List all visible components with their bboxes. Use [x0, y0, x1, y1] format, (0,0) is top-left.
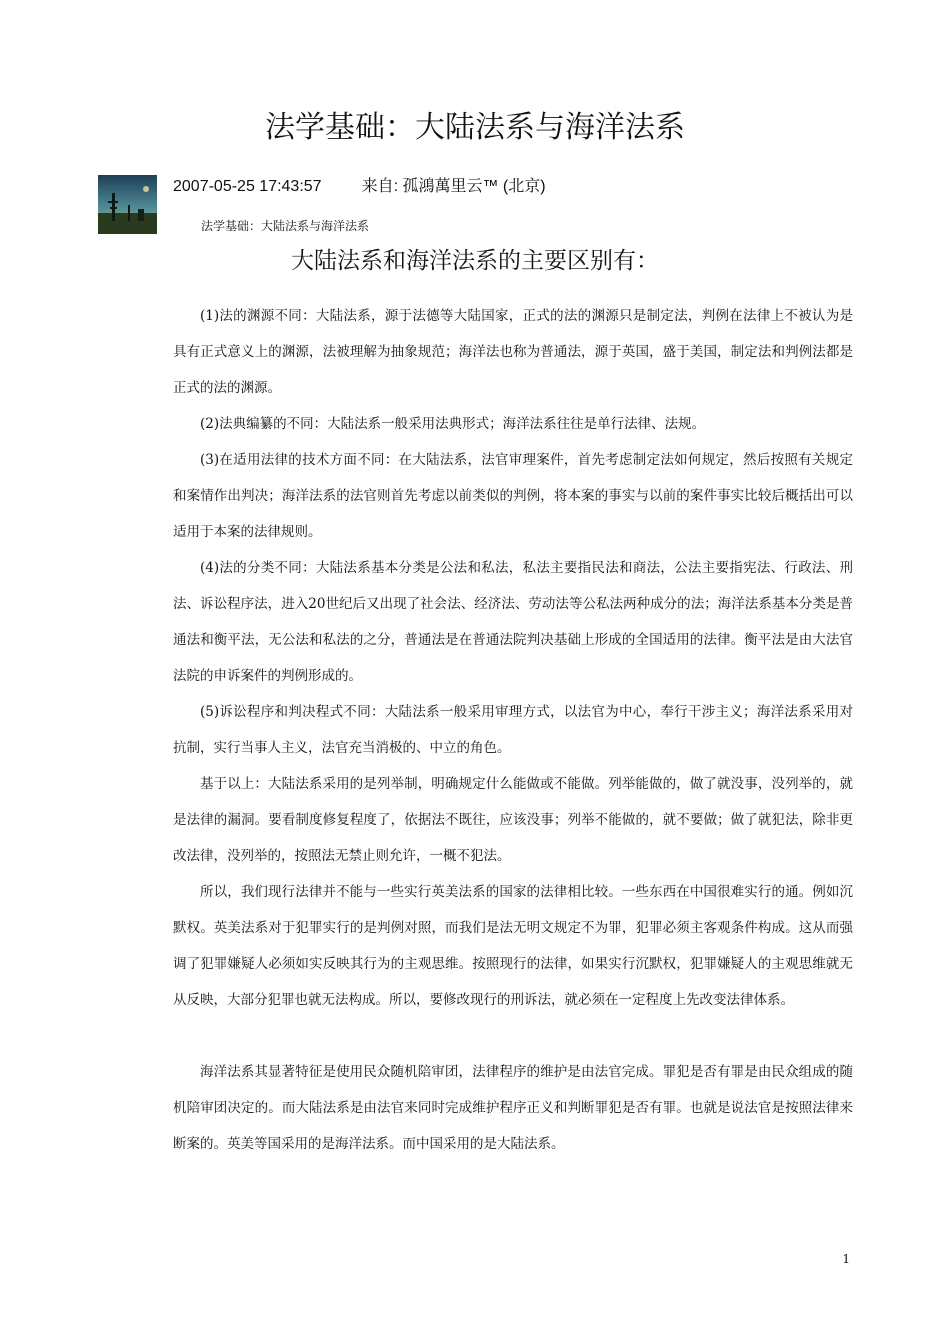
paragraph-7: 所以，我们现行法律并不能与一些实行英美法系的国家的法律相比较。一些东西在中国很难实行的通。例如沉默权。英美法系对于犯罪实行的是判例对照，而我们是法无明文规定不为罪，犯罪必须主客观条件构成。这从而强调了犯罪嫌疑人必须如实反映其行为的主观思维。按照现行的法律，如果实行沉默权，犯罪嫌疑人的主观思维就无从反映，大部分犯罪也就无法构成。所以，要修改现行的刑诉法，就必须在一定程度上先改变法律体系。 [173, 884, 853, 1008]
post-source: 来自: 孤鴻萬里云™ (北京) [361, 178, 546, 195]
section-heading: 大陆法系和海洋法系的主要区别有： [291, 248, 659, 274]
paragraph-2: (2)法典编纂的不同：大陆法系一般采用法典形式；海洋法系往往是单行法律、法规。 [200, 416, 706, 432]
page-title: 法学基础：大陆法系与海洋法系 [265, 110, 685, 145]
paragraph-1: (1)法的渊源不同：大陆法系，源于法德等大陆国家，正式的法的渊源只是制定法，判例在法律上不被认为是具有正式意义上的渊源，法被理解为抽象规范；海洋法也称为普通法，源于英国，盛于美国，制定法和判例法都是正式的法的渊源。 [173, 308, 853, 396]
avatar-photo-icon [98, 175, 157, 234]
paragraph-3: (3)在适用法律的技术方面不同：在大陆法系，法官审理案件，首先考虑制定法如何规定，然后按照有关规定和案情作出判决；海洋法系的法官则首先考虑以前类似的判例，将本案的事实与以前的案件事实比较后概括出可以适用于本案的法律规则。 [173, 452, 853, 540]
post-datetime: 2007-05-25 17:43:57 [173, 178, 322, 195]
paragraph-5: (5)诉讼程序和判决程式不同：大陆法系一般采用审理方式，以法官为中心，奉行干涉主义；海洋法系采用对抗制，实行当事人主义，法官充当消极的、中立的角色。 [173, 704, 853, 756]
avatar [98, 175, 157, 234]
post-subtitle: 法学基础：大陆法系与海洋法系 [201, 219, 370, 233]
paragraph-4: (4)法的分类不同：大陆法系基本分类是公法和私法，私法主要指民法和商法，公法主要指宪法、行政法、刑法、诉讼程序法，进入20世纪后又出现了社会法、经济法、劳动法等公私法两种成分的法；海洋法系基本分类是普通法和衡平法，无公法和私法的之分，普通法是在普通法院判决基础上形成的全国适用的法律。衡平法是由大法官法院的申诉案件的判例形成的。 [173, 560, 853, 684]
paragraph-8: 海洋法系其显著特征是使用民众随机陪审团，法律程序的维护是由法官完成。罪犯是否有罪是由民众组成的随机陪审团决定的。而大陆法系是由法官来同时完成维护程序正义和判断罪犯是否有罪。也就是说法官是按照法律来断案的。英美等国采用的是海洋法系。而中国采用的是大陆法系。 [173, 1064, 853, 1152]
paragraph-6: 基于以上：大陆法系采用的是列举制，明确规定什么能做或不能做。列举能做的，做了就没事，没列举的，就是法律的漏洞。要看制度修复程度了，依据法不既往，应该没事；列举不能做的，就不要做；做了就犯法，除非更改法律，没列举的，按照法无禁止则允许，一概不犯法。 [173, 776, 853, 864]
article-body [173, 298, 853, 1162]
post-meta [173, 176, 546, 198]
page-number: 1 [842, 1252, 850, 1266]
